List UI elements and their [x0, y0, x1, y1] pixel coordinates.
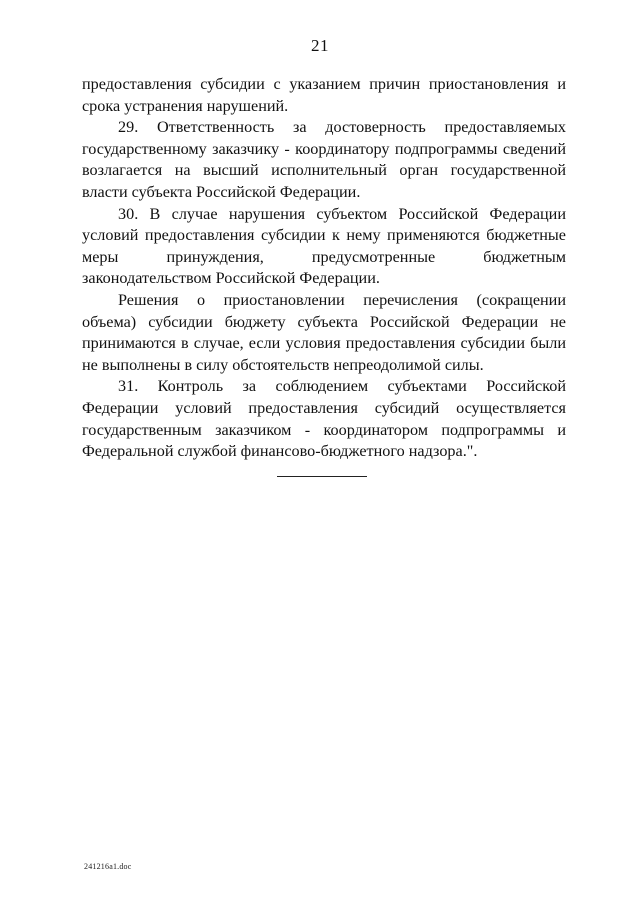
paragraph-decisions: Решения о приостановлении перечисления (сокращении объема) субсидии бюджету субъекта Российской Федерации не принимаются в случае, если условия предоставления субсидии были не выполнены в силу обстоятельств непреодолимой силы. [82, 290, 566, 374]
paragraph-31: 31. Контроль за соблюдением субъектами Российской Федерации условий предоставления субсидий осуществляется государственным заказчиком - координатором подпрограммы и Федеральной службой финансово-бюджетного надзора.". [82, 377, 566, 461]
end-separator-line [277, 476, 367, 477]
document-body [82, 74, 566, 463]
page-number: 21 [311, 36, 329, 55]
paragraph-continuation: предоставления субсидии с указанием причин приостановления и срока устранения нарушений. [82, 75, 566, 115]
paragraph-30: 30. В случае нарушения субъектом Российской Федерации условий предоставления субсидии к нему применяются бюджетные меры принуждения, предусмотренные бюджетным законодательством Российской Федерации. [82, 204, 566, 288]
paragraph-29: 29. Ответственность за достоверность предоставляемых государственному заказчику - координатору подпрограммы сведений возлагается на высший исполнительный орган государственной власти субъекта Российской Федерации. [82, 118, 566, 201]
footer-doc-code: 241216a1.doc [84, 862, 132, 871]
